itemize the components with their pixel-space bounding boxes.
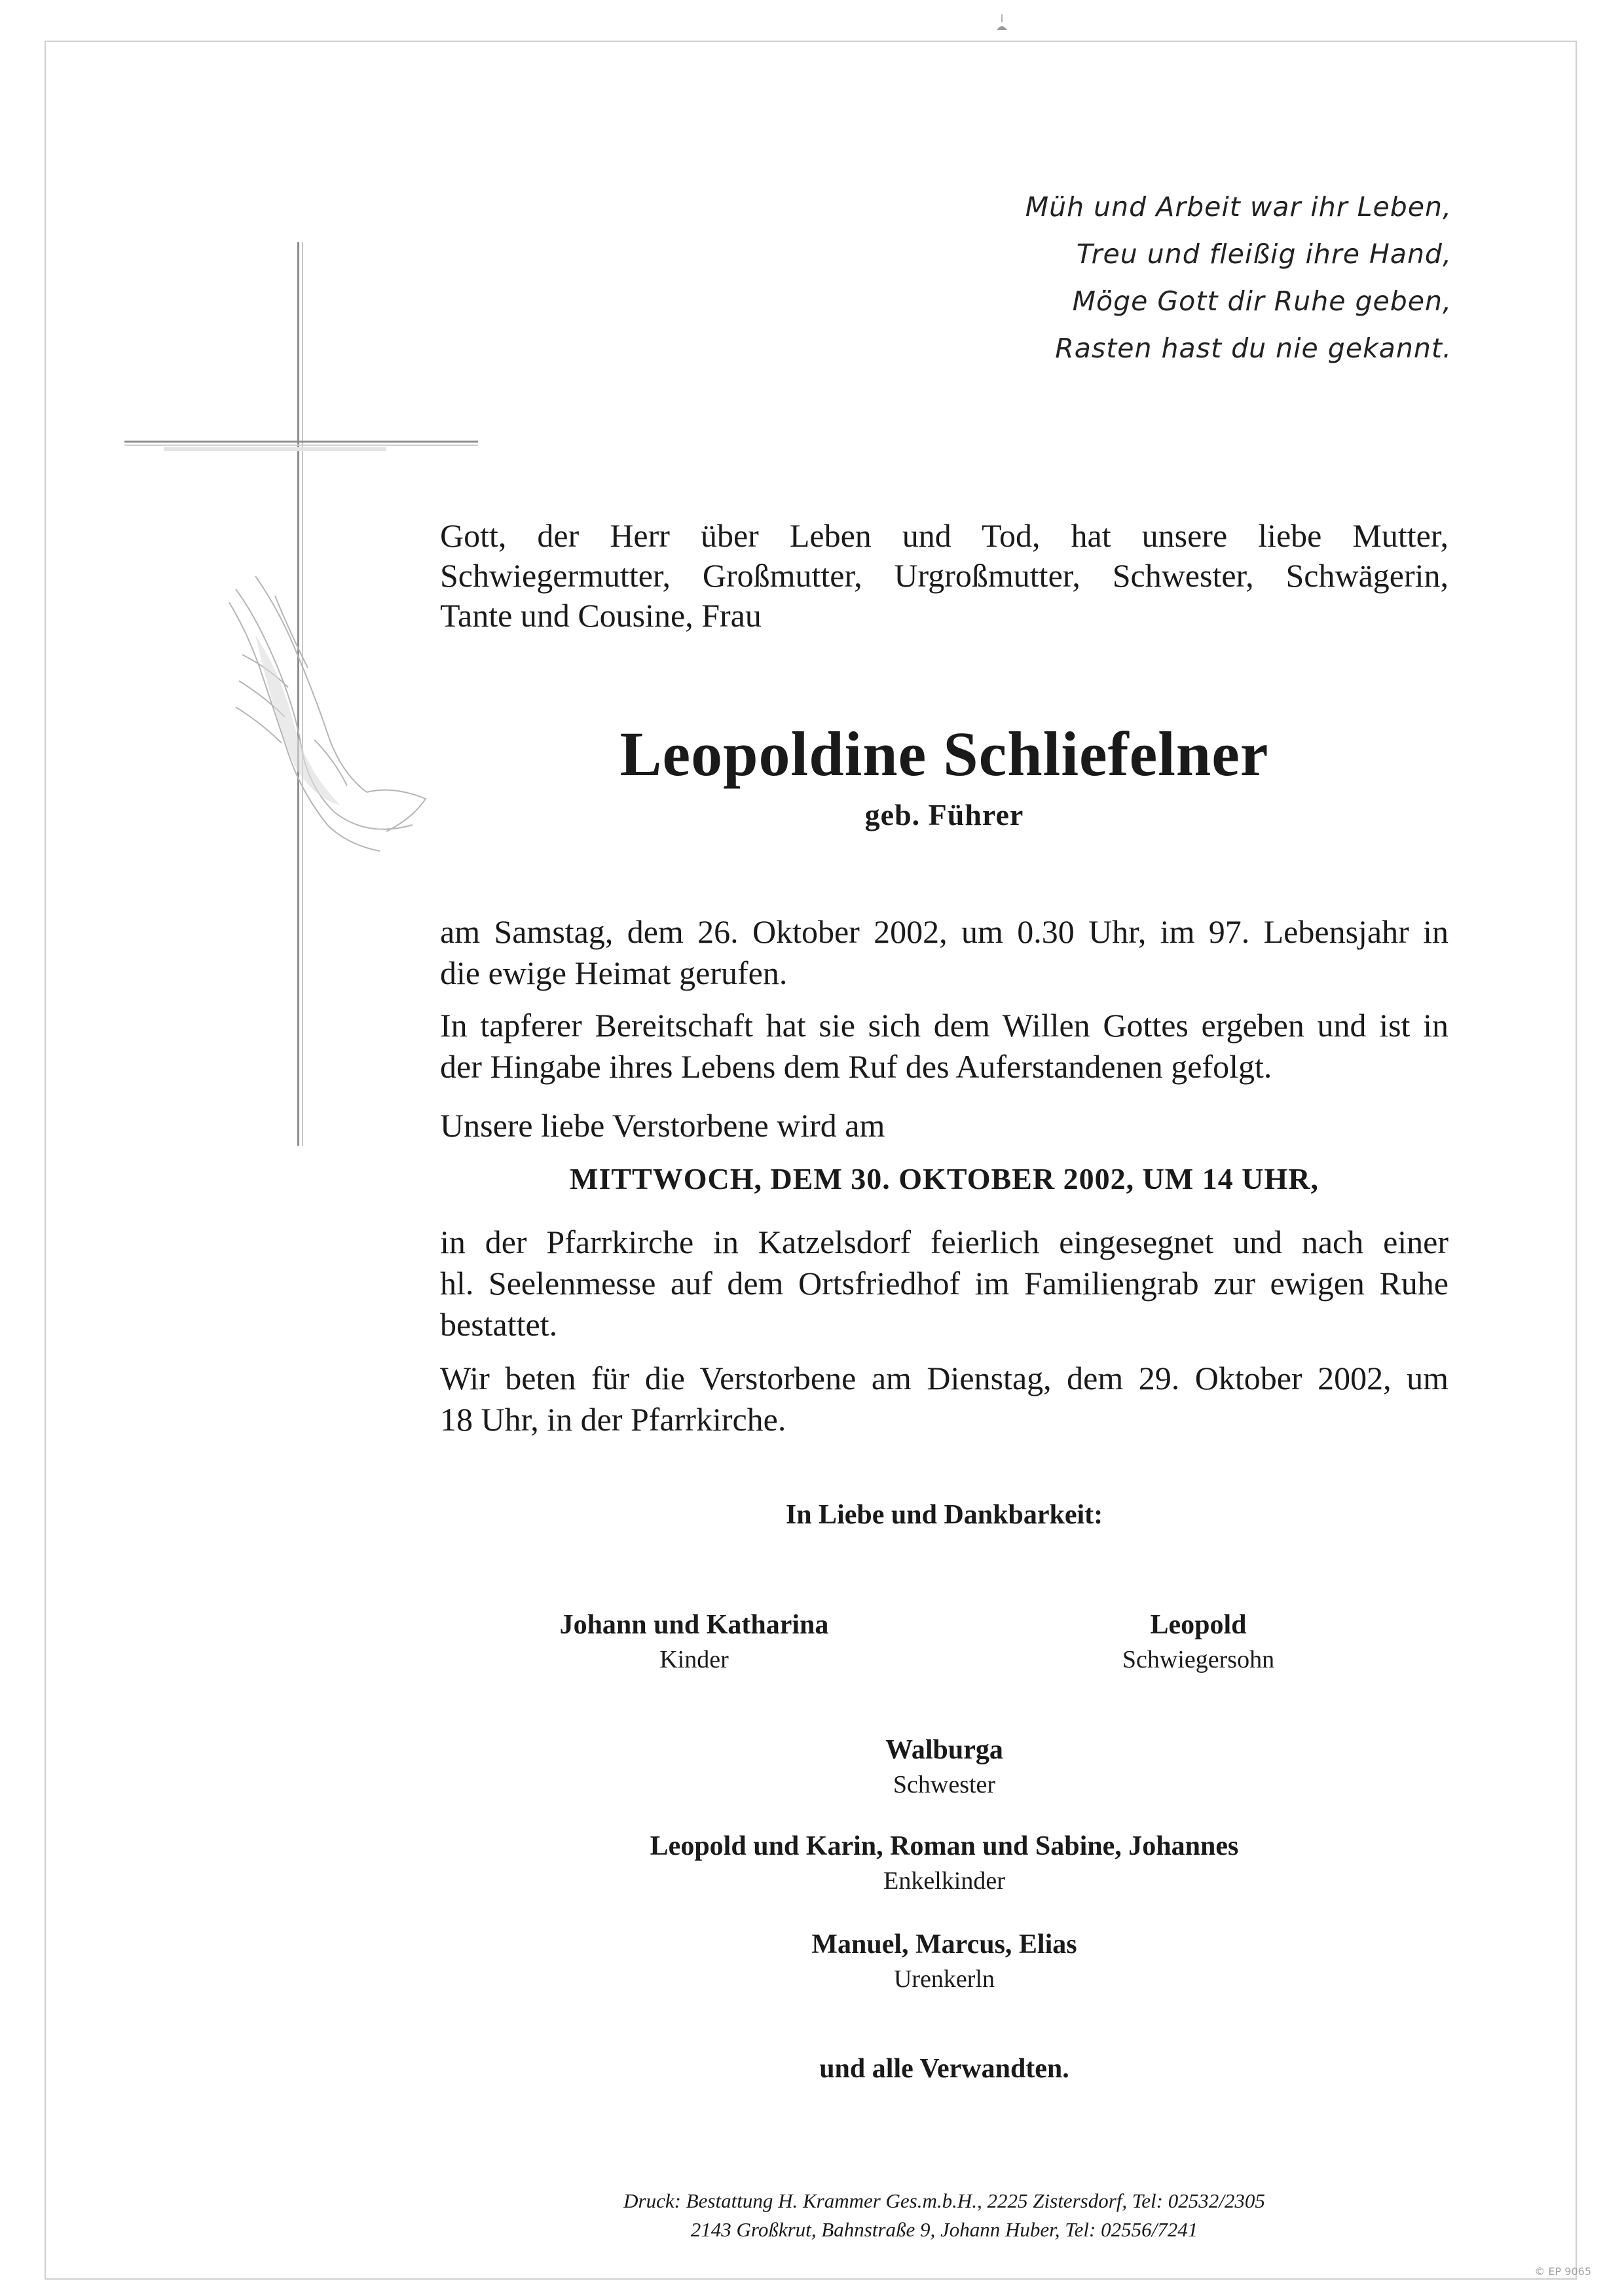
printer-line: 2143 Großkrut, Bahnstraße 9, Johann Huber, Tel: 02556/7241 [690, 2218, 1198, 2241]
mourner-role: Urenkerln [893, 1965, 995, 1993]
poem-line: Müh und Arbeit war ihr Leben, [1025, 191, 1452, 223]
ornament-icon [990, 10, 1014, 34]
prayer-line: Wir beten für die Verstorbene am Dienstag, dem 29. Oktober 2002, um [440, 1360, 1449, 1396]
maiden-name: geb. Führer [864, 798, 1024, 831]
closing-line: In Liebe und Dankbarkeit: [785, 1500, 1103, 1530]
funeral-date: MITTWOCH, DEM 30. OKTOBER 2002, UM 14 UHR, [570, 1162, 1319, 1195]
mourner-children [498, 1607, 891, 1676]
mourner-name: Leopold [1150, 1610, 1247, 1640]
memorial-poem [797, 183, 1452, 372]
poem-line: Möge Gott dir Ruhe geben, [1072, 285, 1452, 317]
mourner-son-in-law [1002, 1607, 1395, 1676]
funeral-line: hl. Seelenmesse auf dem Ortsfriedhof im Familiengrab zur ewigen Ruhe [440, 1265, 1449, 1302]
prayer-paragraph [440, 1358, 1449, 1440]
devotion-line: In tapferer Bereitschaft hat sie sich dem Willen Gottes ergeben und ist in [440, 1007, 1449, 1044]
death-line: am Samstag, dem 26. Oktober 2002, um 0.30 Uhr, im 97. Lebensjahr in [440, 913, 1449, 950]
praying-hands-icon [216, 576, 439, 864]
death-line: die ewige Heimat gerufen. [440, 955, 788, 991]
mourner-name: Walburga [885, 1735, 1003, 1765]
funeral-intro [440, 1105, 1449, 1146]
intro-line: Tante und Cousine, Frau [440, 597, 762, 634]
mourner-name: Manuel, Marcus, Elias [811, 1929, 1077, 1959]
devotion-paragraph [440, 1005, 1449, 1087]
intro-paragraph [440, 516, 1449, 636]
relatives-line: und alle Verwandten. [819, 2054, 1069, 2084]
mourner-role: Schwiegersohn [1122, 1646, 1275, 1673]
printer-line: Druck: Bestattung H. Krammer Ges.m.b.H., 2225 Zistersdorf, Tel: 02532/2305 [623, 2189, 1265, 2212]
mourner-role: Kinder [659, 1646, 729, 1673]
devotion-line: der Hingabe ihres Lebens dem Ruf des Auferstandenen gefolgt. [440, 1048, 1272, 1085]
mourner-grandchildren [440, 1828, 1449, 1897]
intro-line: Schwiegermutter, Großmutter, Urgroßmutter, Schwester, Schwägerin, [440, 557, 1449, 594]
printer-imprint [440, 2187, 1449, 2244]
mourner-sister [440, 1732, 1449, 1801]
mourner-name: Johann und Katharina [559, 1610, 829, 1640]
form-code: © EP 9065 [1534, 2265, 1591, 2278]
intro-line: Gott, der Herr über Leben und Tod, hat unsere liebe Mutter, [440, 517, 1449, 554]
poem-line: Rasten hast du nie gekannt. [1055, 333, 1452, 364]
mourner-great-grandchildren [440, 1926, 1449, 1995]
mourner-name: Leopold und Karin, Roman und Sabine, Johannes [650, 1831, 1239, 1861]
funeral-paragraph [440, 1222, 1449, 1345]
funeral-intro-line: Unsere liebe Verstorbene wird am [440, 1107, 885, 1144]
death-paragraph [440, 911, 1449, 994]
deceased-name: Leopoldine Schliefelner [619, 719, 1269, 789]
poem-line: Treu und fleißig ihre Hand, [1076, 238, 1452, 270]
prayer-line: 18 Uhr, in der Pfarrkirche. [440, 1401, 786, 1438]
mourner-role: Schwester [893, 1771, 996, 1798]
funeral-line: bestattet. [440, 1306, 558, 1343]
funeral-line: in der Pfarrkirche in Katzelsdorf feierlich eingesegnet und nach einer [440, 1224, 1449, 1260]
mourner-role: Enkelkinder [883, 1867, 1005, 1895]
